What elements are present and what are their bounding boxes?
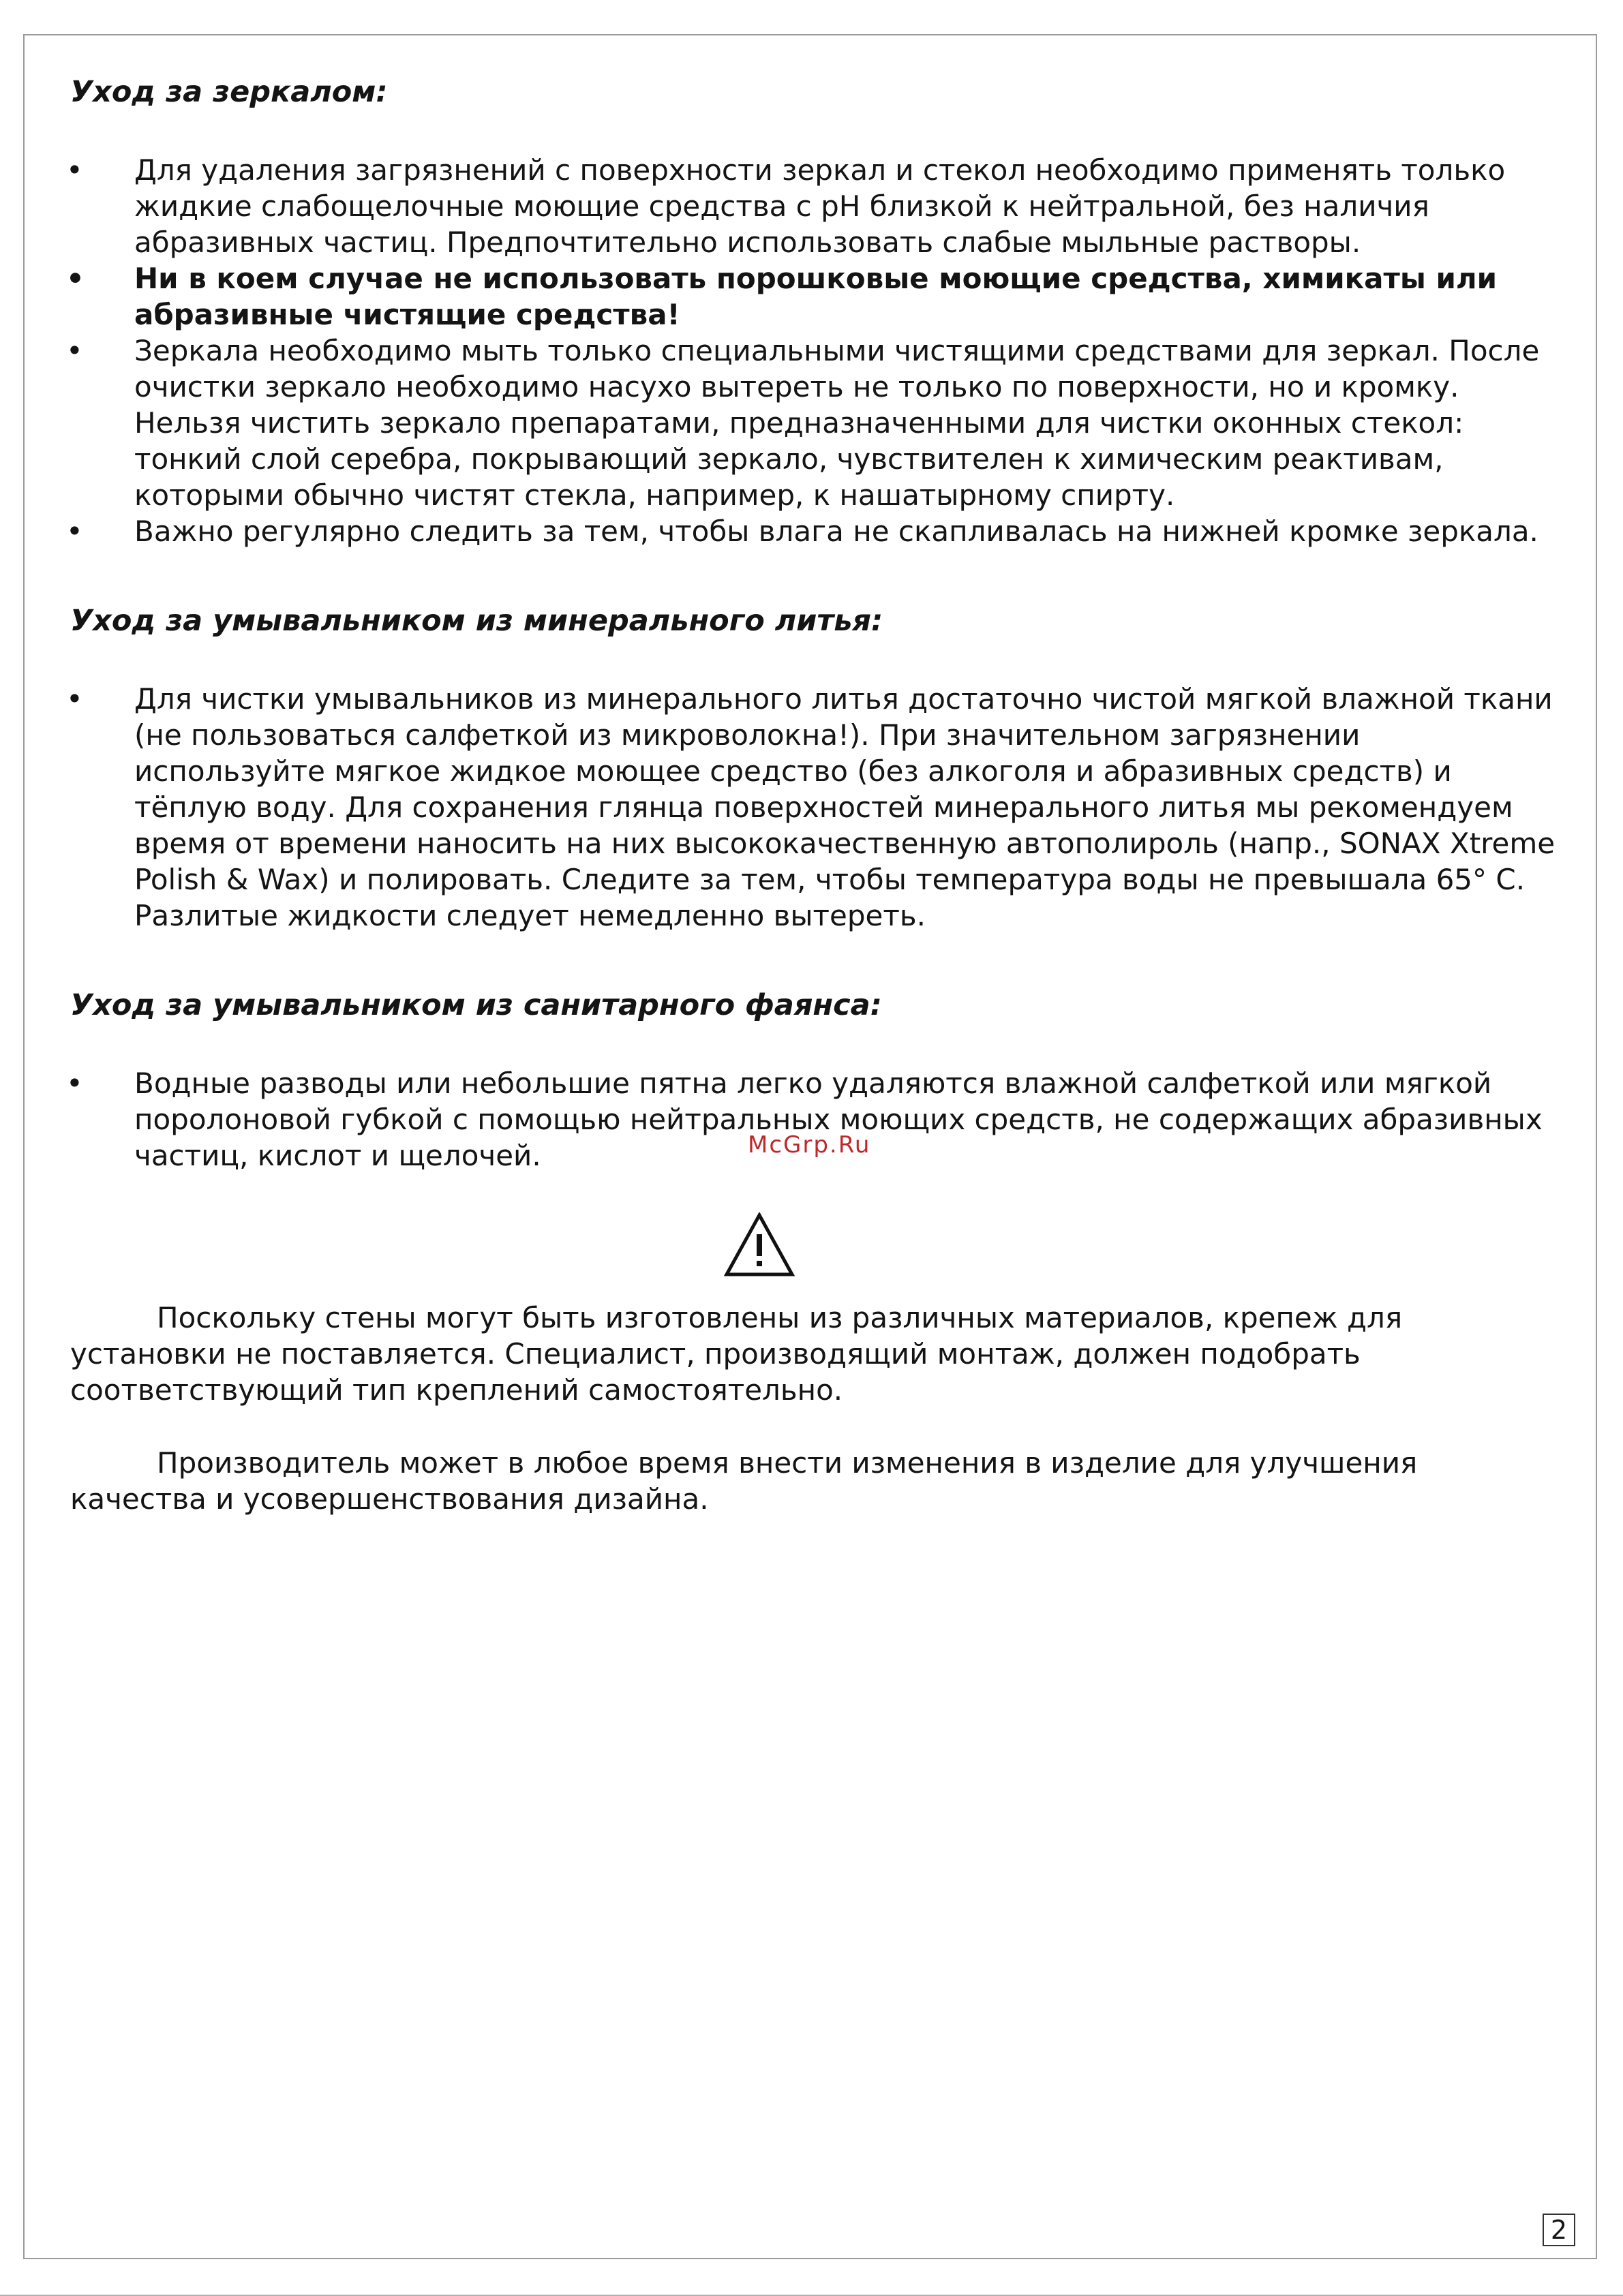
warning-triangle-icon — [724, 1212, 795, 1278]
page-number: 2 — [1543, 2214, 1575, 2246]
watermark: McGrp.Ru — [748, 1131, 871, 1159]
bullet-list — [70, 152, 1556, 549]
mounting-note: Поскольку стены могут быть изготовлены из различных материалов, крепеж для установки не поставляется. Специалист, производящий монтаж, должен подобрать соответствующий тип креплений самостоятельно. — [70, 1301, 1403, 1407]
list-item: • Водные разводы или небольшие пятна легко удаляются влажной салфеткой или мягкой поролоновой губкой с помощью нейтральных моющих средств, не содержащих абразивных частиц, кислот и щелочей. — [70, 1065, 1556, 1174]
section-title: Уход за зеркалом: — [70, 75, 388, 109]
bullet-list — [70, 681, 1556, 934]
document-body — [70, 72, 1556, 1174]
manufacturer-note: Производитель может в любое время внести изменения в изделие для улучшения качества и усовершенствования дизайна. — [70, 1446, 1418, 1516]
list-item: • Для удаления загрязнений с поверхности зеркал и стекол необходимо применять только жидкие слабощелочные моющие средства с pH близкой к нейтральной, без наличия абразивных частиц. Предпочтительно использовать слабые мыльные растворы. — [70, 152, 1556, 260]
section-mineral-cast-basin — [70, 600, 1556, 934]
section-title: Уход за умывальником из санитарного фаянса: — [70, 988, 882, 1022]
list-item: • Важно регулярно следить за тем, чтобы влага не скапливалась на нижней кромке зеркала. — [70, 513, 1556, 549]
list-item: • Зеркала необходимо мыть только специальными чистящими средствами для зеркал. После очистки зеркало необходимо насухо вытереть не только по поверхности, но и кромку. Нельзя чистить зеркало препаратами, предназначенными для чистки оконных стекол: тонкий слой серебра, покрывающий зеркало, чувствителен к химическим реактивам, которыми обычно чистят стекла, например, к нашатырному спирту. — [70, 333, 1556, 513]
list-item-warning: • Ни в коем случае не использовать порошковые моющие средства, химикаты или абразивные чистящие средства! — [70, 260, 1556, 333]
section-title: Уход за умывальником из минерального литья: — [70, 604, 883, 638]
list-item: • Для чистки умывальников из минерального литья достаточно чистой мягкой влажной ткани (не пользоваться салфеткой из микроволокна!). При значительном загрязнении используйте мягкое жидкое моющее средство (без алкоголя и абразивных средств) и тёплую воду. Для сохранения глянца поверхностей минерального литья мы рекомендуем время от времени наносить на них высококачественную автополироль (напр., SONAX Xtreme Polish & Wax) и полировать. Следите за тем, чтобы температура воды не превышала 65° С. Разлитые жидкости следует немедленно вытереть. — [70, 681, 1556, 934]
section-mirror-care — [70, 72, 1556, 549]
